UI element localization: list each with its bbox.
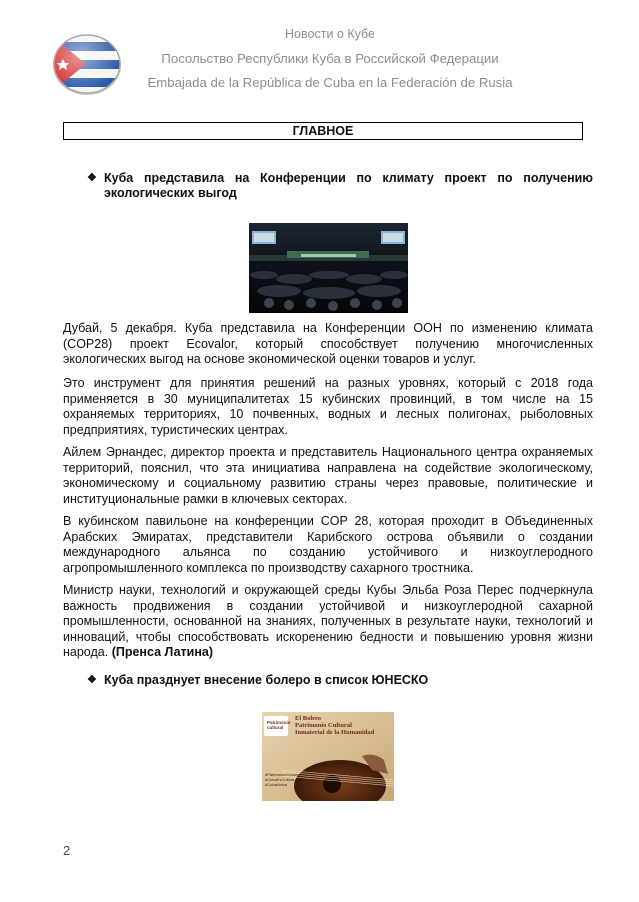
article-1-paragraph: В кубинском павильоне на конференции COP 28, которая проходит в Объединенных Арабских Эмиратах, представители Карибского острова объявили о создании международного альянса по созданию устойчивого и низкоуглеродного агропромышленного комплекса по производству сахарного тростника.	[63, 514, 593, 575]
page-number: 2	[63, 843, 71, 858]
header-title: Новости о Кубе	[285, 27, 375, 41]
header-embassy-es: Embajada de la República de Cuba en la Federación de Rusia	[147, 75, 513, 90]
diamond-bullet-icon: ❖	[87, 172, 97, 184]
poster-tag: #CubaEsCultura	[265, 777, 295, 782]
header-embassy-ru: Посольство Республики Куба в Российской Федерации	[161, 51, 499, 66]
diamond-bullet-icon: ❖	[87, 674, 97, 686]
article-1-paragraph-text: Министр науки, технологий и окружающей среды Кубы Эльба Роза Перес подчеркнула важность продвижения в создании устойчивой и низкоуглеродной сахарной промышленности, основанной на знаниях, полученных в результате науки, технологий и инноваций, чтобы способствовать искоренению бедности и повышению уровня жизни народа.	[63, 583, 593, 659]
poster-badge-text-1: Patrimonio	[267, 720, 291, 725]
article-2-title	[87, 673, 593, 688]
poster-tag: #CubaUnica	[265, 782, 288, 787]
article-1-paragraph: Это инструмент для принятия решений на разных уровнях, который с 2018 года применяется в 30 муниципалитетах 15 кубинских провинций, в том числе на 15 охраняемых территориях, 10 почвенных, водных и лесных полигонах, рыболовных предприятиях, туристических центрах.	[63, 376, 593, 437]
section-heading: ГЛАВНОЕ	[63, 122, 583, 140]
article-source: (Пренса Латина)	[111, 645, 214, 659]
article-1-paragraph-last	[63, 583, 593, 661]
poster-heading-3: Inmaterial de la Humanidad	[295, 729, 375, 736]
conference-hall-photo	[249, 223, 408, 313]
poster-badge-text-2: cultural	[267, 725, 284, 730]
article-1-paragraph: Дубай, 5 декабря. Куба представила на Конференции ООН по изменению климата (COP28) проект Ecovalor, который способствует получению многочисленных экологических выгод на основе экономической оценки товаров и услуг.	[63, 321, 593, 366]
poster-tag: #PatrimonioCubano	[265, 772, 301, 777]
poster-heading-2: Patrimonio Cultural	[295, 722, 352, 729]
cuban-flag-logo-icon	[52, 32, 122, 96]
article-1-paragraph: Айлем Эрнандес, директор проекта и представитель Национального центра охраняемых территорий, пояснил, что эта инициатива направлена на содействие экологическому, экономическому и социальному развитию страны через правовые, политические и институциональные рамки в ключевых секторах.	[63, 445, 593, 506]
bolero-guitar-poster	[262, 712, 394, 801]
article-1-title-text: Куба представила на Конференции по климату проект по получению экологических выгод	[104, 171, 593, 200]
article-2-title-text: Куба празднует внесение болеро в список ЮНЕСКО	[104, 673, 429, 687]
article-1-title	[87, 171, 593, 201]
poster-heading-1: El Bolero	[295, 715, 322, 722]
